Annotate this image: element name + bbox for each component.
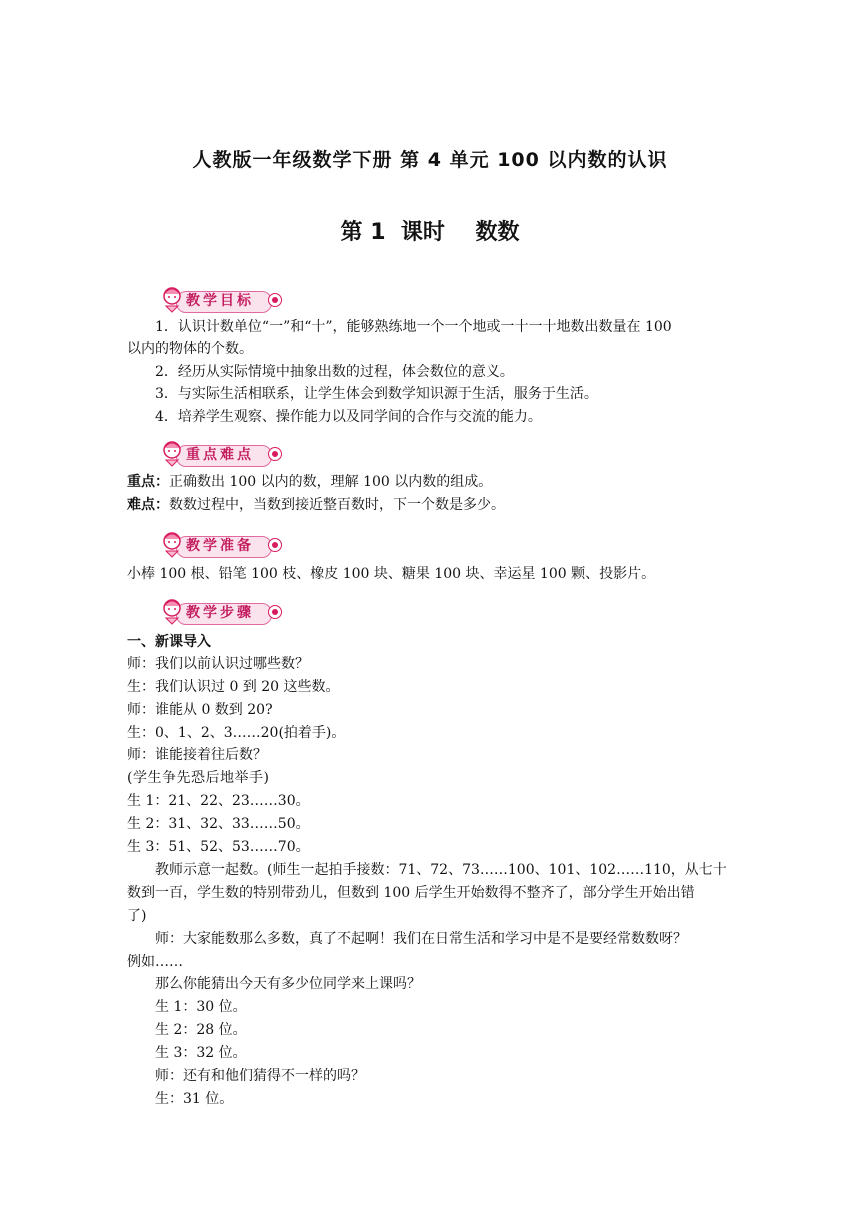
dialog-line: 生：31 位。 [155, 1091, 234, 1107]
dialog-line: 生：0、1、2、3……20(拍着手)。 [127, 725, 346, 741]
dialog-line: 生 3：32 位。 [155, 1045, 247, 1061]
dialog-line: 教师示意一起数。(师生一起拍手接数：71、72、73……100、101、102……110，从七十 [155, 862, 727, 878]
prep-text: 小棒 100 根、铅笔 100 枝、橡皮 100 块、糖果 100 块、幸运星 100 颗、投影片。 [127, 566, 656, 582]
key-focus [127, 471, 747, 494]
goal-2: 2．经历从实际情境中抽象出数的过程，体会数位的意义。 [155, 364, 514, 380]
section-badge-steps [158, 596, 282, 626]
document-title: 人教版一年级数学下册 第 4 单元 100 以内数的认识 [192, 149, 668, 171]
section-badge-goals [158, 284, 282, 314]
badge-label: 教学步骤 [186, 605, 254, 621]
section-badge-prep [158, 529, 282, 559]
difficulty-label: 难点： [127, 497, 169, 513]
dialog-line: 那么你能猜出今天有多少位同学来上课吗？ [155, 976, 421, 992]
dialog-line: (学生争先恐后地举手) [127, 770, 270, 786]
dialog-line: 生 1：30 位。 [155, 999, 247, 1015]
dialog-line: 例如…… [127, 954, 183, 970]
badge-dot-icon [268, 447, 282, 461]
focus-text: 正确数出 100 以内的数，理解 100 以内数的组成。 [169, 474, 493, 490]
badge-dot-icon [268, 538, 282, 552]
dialog-line: 师：大家能数那么多数，真了不起啊！我们在日常生活和学习中是不是要经常数数呀？ [155, 931, 687, 947]
badge-label: 重点难点 [186, 447, 254, 463]
dialog-line: 生 2：31、32、33……50。 [127, 816, 310, 832]
badge-label: 教学准备 [186, 538, 254, 554]
dialog-line: 师：还有和他们猜得不一样的吗？ [155, 1068, 365, 1084]
focus-label: 重点： [127, 474, 169, 490]
goal-3: 3．与实际生活相联系，让学生体会到数学知识源于生活，服务于生活。 [155, 386, 598, 402]
dialog-line: 生 2：28 位。 [155, 1022, 247, 1038]
dialog-line: 数到一百，学生数的特别带劲儿，但数到 100 后学生开始数得不整齐了，部分学生开始出错 [127, 885, 695, 901]
badge-dot-icon [268, 293, 282, 307]
steps-heading: 一、新课导入 [127, 634, 211, 650]
difficulty-text: 数数过程中，当数到接近整百数时，下一个数是多少。 [169, 497, 505, 513]
dialog-line: 生 3：51、52、53……70。 [127, 839, 310, 855]
badge-label: 教学目标 [186, 293, 254, 309]
goal-1b: 以内的物体的个数。 [127, 341, 253, 357]
lesson-title: 第 1 课时 数数 [340, 220, 520, 245]
girl-icon [158, 284, 188, 314]
dialog-line: 师：谁能从 0 数到 20? [127, 702, 273, 718]
dialog-line: 了) [127, 908, 147, 924]
girl-icon [158, 596, 188, 626]
goal-1a: 1．认识计数单位“一”和“十”，能够熟练地一个一个地或一十一十地数出数量在 100 [155, 319, 672, 335]
section-badge-key [158, 438, 282, 468]
dialog-line: 生 1：21、22、23……30。 [127, 793, 310, 809]
dialog-line: 师：我们以前认识过哪些数？ [127, 656, 309, 672]
dialog-line: 生：我们认识过 0 到 20 这些数。 [127, 679, 340, 695]
badge-dot-icon [268, 605, 282, 619]
goal-4: 4．培养学生观察、操作能力以及同学间的合作与交流的能力。 [155, 409, 542, 425]
dialog-line: 师：谁能接着往后数？ [127, 747, 267, 763]
girl-icon [158, 438, 188, 468]
girl-icon [158, 529, 188, 559]
key-difficulty [127, 494, 747, 517]
